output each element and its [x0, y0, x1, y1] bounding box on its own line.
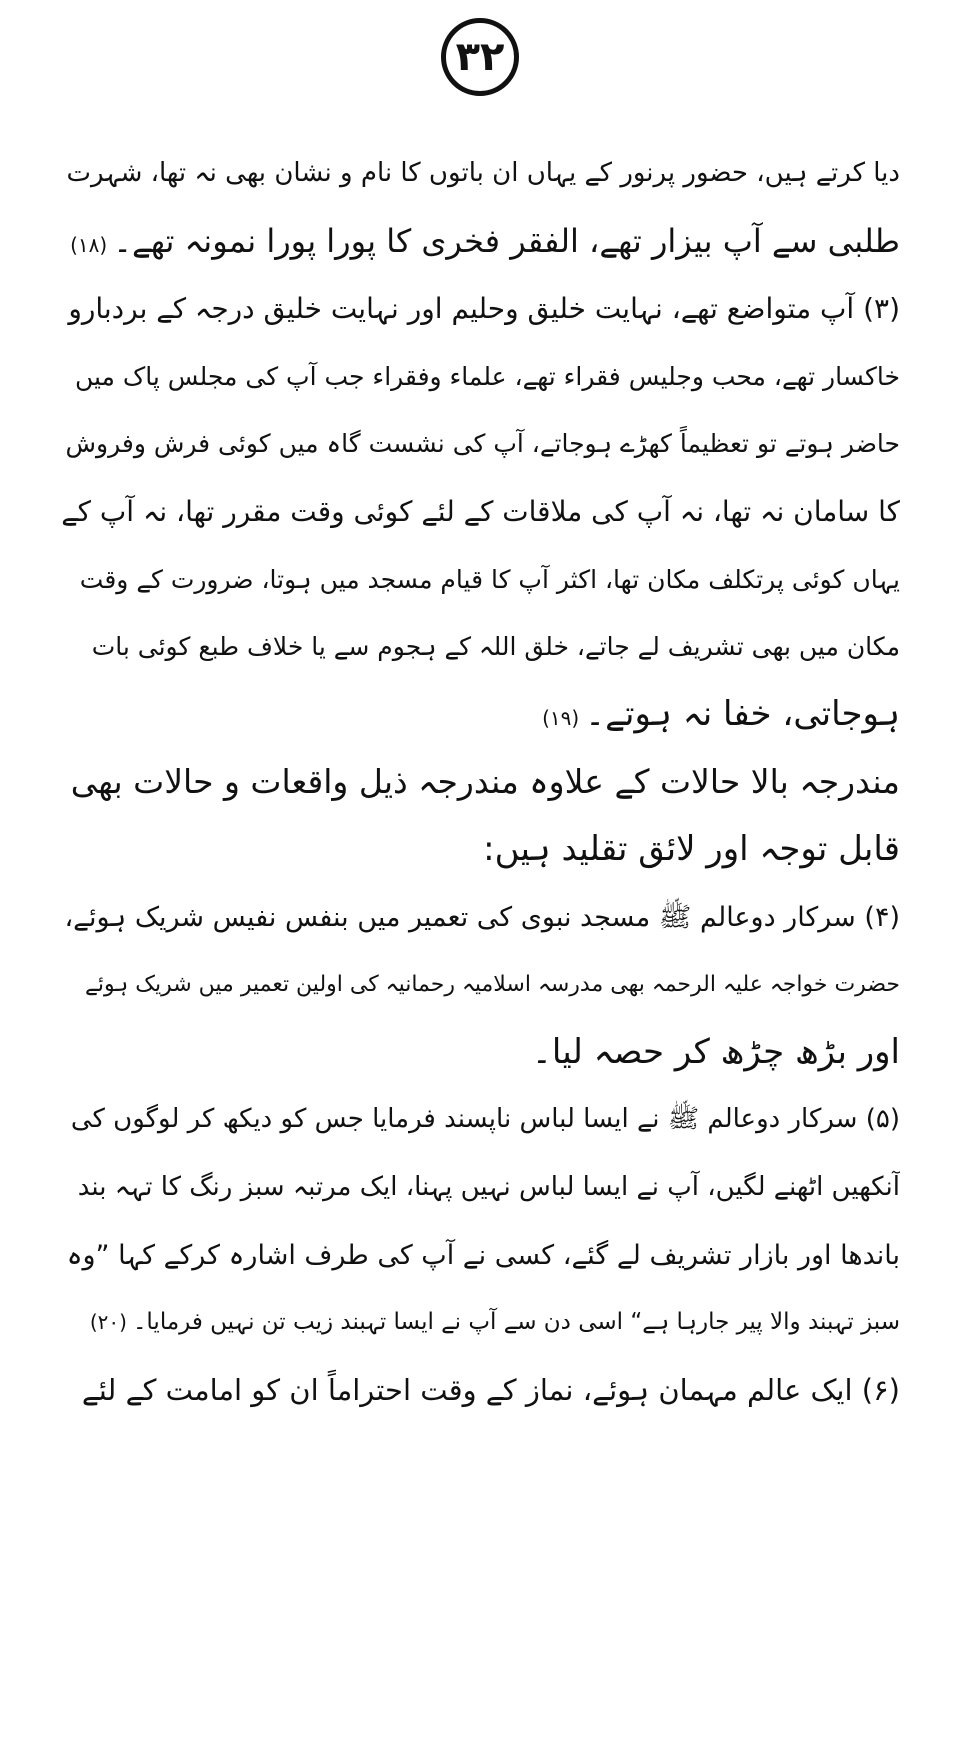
body-text — [60, 140, 900, 1424]
line-text: حاضر ہوتے تو تعظیماً کھڑے ہوجاتے، آپ کی نشست گاہ میں کوئی فرش وفروش — [65, 429, 900, 459]
text-line — [60, 208, 900, 276]
text-line — [60, 613, 900, 681]
text-line — [60, 478, 900, 546]
text-line — [60, 748, 900, 816]
text-line — [60, 1357, 900, 1425]
footnote-marker: (۱۸) — [70, 232, 108, 257]
line-text: خاکسار تھے، محب وجلیس فقراء تھے، علماء وفقراء جب آپ کی مجلس پاک میں — [74, 361, 900, 391]
line-text: قابل توجہ اور لائق تقلید ہیں: — [483, 828, 900, 869]
line-text: کا سامان نہ تھا، نہ آپ کی ملاقات کے لئے کوئی وقت مقرر تھا، نہ آپ کے — [61, 494, 900, 528]
text-line — [60, 1289, 900, 1357]
line-text: آنکھیں اٹھنے لگیں، آپ نے ایسا لباس نہیں پہنا، ایک مرتبہ سبز رنگ کا تہہ بند — [77, 1171, 900, 1202]
text-line — [60, 275, 900, 343]
text-line — [60, 1222, 900, 1290]
line-text: (۴) سرکار دوعالم ﷺ مسجد نبوی کی تعمیر میں بنفس نفیس شریک ہوئے، — [64, 901, 900, 933]
line-text: سبز تہبند والا پیر جارہا ہے“ اسی دن سے آپ نے ایسا تہبند زیب تن نہیں فرمایا۔ — [132, 1309, 900, 1336]
text-line — [60, 546, 900, 614]
text-line — [60, 1019, 900, 1087]
page-number-container — [0, 18, 960, 96]
text-line — [60, 681, 900, 749]
text-line — [60, 1086, 900, 1154]
footnote-marker: (۱۹) — [542, 705, 580, 730]
line-text: حضرت خواجہ علیہ الرحمہ بھی مدرسہ اسلامیہ رحمانیہ کی اولین تعمیر میں شریک ہوئے — [85, 972, 900, 998]
line-text: (۶) ایک عالم مہمان ہوئے، نماز کے وقت احتراماً ان کو امامت کے لئے — [81, 1372, 900, 1407]
line-text: (۳) آپ متواضع تھے، نہایت خلیق وحلیم اور نہایت خلیق درجہ کے بردبارو — [68, 292, 900, 326]
text-line — [60, 140, 900, 208]
text-line — [60, 951, 900, 1019]
line-text: ہوجاتی، خفا نہ ہوتے۔ — [585, 693, 900, 734]
line-text: یہاں کوئی پرتکلف مکان تھا، اکثر آپ کا قیام مسجد میں ہوتا، ضرورت کے وقت — [79, 564, 900, 594]
text-line — [60, 884, 900, 952]
line-text: اور بڑھ چڑھ کر حصہ لیا۔ — [531, 1031, 900, 1072]
text-line — [60, 343, 900, 411]
footnote-marker: (۲۰) — [89, 1310, 127, 1335]
page-number: ۳۲ — [441, 18, 519, 96]
line-text: دیا کرتے ہیں، حضور پرنور کے یہاں ان باتوں کا نام و نشان بھی نہ تھا، شہرت — [66, 158, 900, 188]
line-text: مکان میں بھی تشریف لے جاتے، خلق اللہ کے ہجوم سے یا خلاف طبع کوئی بات — [91, 632, 900, 662]
line-text: طلبی سے آپ بیزار تھے، الفقر فخری کا پورا پورا نمونہ تھے۔ — [113, 221, 900, 260]
text-line — [60, 410, 900, 478]
line-text: (۵) سرکار دوعالم ﷺ نے ایسا لباس ناپسند فرمایا جس کو دیکھ کر لوگوں کی — [70, 1104, 900, 1135]
text-line — [60, 816, 900, 884]
line-text: مندرجہ بالا حالات کے علاوہ مندرجہ ذیل واقعات و حالات بھی — [70, 762, 900, 802]
text-line — [60, 1154, 900, 1222]
line-text: باندھا اور بازار تشریف لے گئے، کسی نے آپ کی طرف اشارہ کرکے کہا ”وہ — [66, 1239, 900, 1271]
